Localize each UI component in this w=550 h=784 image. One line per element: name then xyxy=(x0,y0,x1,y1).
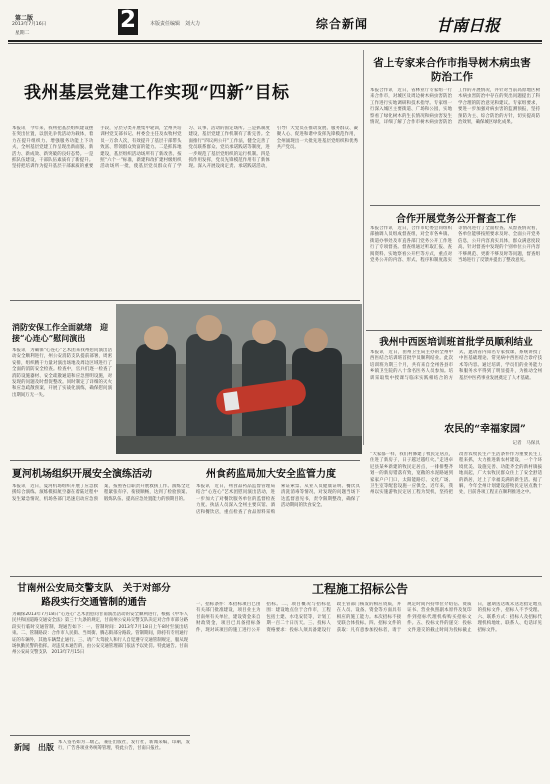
notice-headline: 工程施工招标公告 xyxy=(311,582,408,596)
food-headline: 州食药监局加大安全监管力度 xyxy=(206,469,336,480)
masthead-rule xyxy=(8,40,542,42)
column-divider xyxy=(363,50,364,445)
training-body: 本报讯 近日，由州卫生局主办的全州中西医结合培训班首批学员顺利结业。此次培训班为期三个月，共有来自全州各县市乡镇卫生院的八十余名医务人员参加。培训采取集中授课与临床实践相结合的方式，邀请省内知名专家授课，系统讲授了中医基础理论、常见病中西医结合诊疗技术等内容。通过培训，学员们的业务能力和服务水平得到了明显提升，为推动全州基层中医药事业发展奠定了人才基础。 xyxy=(370,350,542,381)
masthead-rule-thin xyxy=(8,43,542,44)
sidebar-text: 本人签名如为二级乙，兼任出版社，发行社，新闻采编，印刷，发行，广告各项业务统筹管理，特此公告，甘南日报社。 xyxy=(58,740,190,752)
experts-headline: 省上专家来合作市指导树木病虫害防治工作 xyxy=(373,57,531,83)
lead-body: 本报讯 今年来，我州把基层组织建设摆在突出位置，以创先争优活动为载体，着力在提升组织力、增强服务功能上下功夫，全州基层党建工作呈现出新面貌、新活力、新成效、新突破的良好态势。一是抓队伍建设，干部队伍素质有了新提升。坚持把培训作为提升基层干部素质的重要手段，分层分类开展集中轮训，全州共培训村党支部书记、村委会主任及农牧村党员一万余人次，有效提升了基层干部带头致富、带领群众致富的能力。二是抓阵地建设，基层组织活动场所有了新改善。按照“六个一”标准，新建和改扩建村级组织活动场所一批，使基层党员群众有了学习、议事、活动的固定场所。三是抓制度建设，基层党建工作机制有了新完善。全面推行“四议两公开”工作法，健全完善了党员联系群众、党员承诺践诺等制度，进一步规范了基层党组织的运行机制。四是抓作用发挥，党员先锋模范作用有了新体现。深入开展设岗定责、承诺践诺活动，引导广大党员在推动发展、服务群众、凝聚人心、促进和谐中发挥先锋模范作用，全州涌现出一大批先进基层党组织和优秀共产党员。 xyxy=(12,126,358,170)
farmer-byline: 记者 马保具 xyxy=(512,441,540,446)
lead-headline: 我州基层党建工作实现“四新”目标 xyxy=(24,83,290,103)
issue-weekday: 星期二 xyxy=(15,31,30,36)
divider xyxy=(370,205,540,206)
divider xyxy=(366,330,542,331)
food-body: 本报讯 近日，州食品药品监督管理局结合“心连心”艺术团慰问演出活动，进一步加大了对餐饮服务单位的监督检查力度。执法人员深入全州主要宾馆、酒店和餐饮店，重点检查了食品原料采购索证索票、从业人员健康证明、餐饮具清洗消毒等情况，对发现的问题当场下达监督意见书，责令限期整改，确保了活动期间的饮食安全。 xyxy=(196,484,360,515)
traffic-headline: 甘南州公安局交警支队 关于对部分路段实行交通管制的通告 xyxy=(17,583,171,608)
farmer-headline: 农民的“幸福家园” xyxy=(444,424,526,435)
page-label: 第二版 xyxy=(15,15,34,22)
sidebar-label: 新闻 出版 xyxy=(14,743,54,752)
training-headline: 我州中西医培训班首批学员顺利结业 xyxy=(379,337,533,348)
fire-body: 本报讯 为确保“心连心”艺术团来我州慰问演出活动安全顺利进行，州公安消防支队提前部署，周密安排，组织精干力量对演出场地及周边区域进行了全面的消防安全检查。检查中，官兵们逐一检查了消防设施器材、安全疏散通道和应急照明设施，对发现的问题及时督促整改。同时制定了详细的灭火和应急疏散预案，开展了实战化演练，确保慰问演出期间万无一失。 xyxy=(12,348,112,398)
notice-body: 一、招标条件：本招标项目已由有关部门批准建设，项目业主为甘南州有关单位，建设资金来自财政资金，项目已具备招标条件，现对该项目的施工进行公开招标。二、项目概况与招标范围：建设地点位于合作市，工程包括土建、水电安装等，计划工期一百二十日历天。三、投标人资格要求：投标人须具备建设行政主管部门核发的相应资质，并在人员、设备、资金等方面具有相应的施工能力。本次招标不接受联合体投标。四、招标文件的获取：凡有意参加投标者，请于规定时间内持单位介绍信、资质证书、营业执照副本原件及复印件到招标代理机构购买招标文件。五、投标文件的递交：投标文件递交的截止时间为投标截止日，逾期送达或未送达指定地点的投标文件，招标人不予受理。六、联系方式：招标人及招标代理机构地址、联系人、电话详见招标文件。 xyxy=(196,602,542,633)
experts-body: 本报合作讯 近日，省林业厅专家组一行来合作市，对城区及周边树木病虫害防治工作进行实地调研和技术指导。专家组一行深入城区主要街道、广场和公园，实地察看了绿化树木的生长情况和病虫害发生情况，详细了解了合作市树木病虫害防治工作的开展情况，并针对当前高原地区树木病虫害防治中存在的突出问题提出了科学合理的防治意见和建议。专家组要求，要进一步加强对病虫害的监测预报，坚持预防为主、综合防治的方针，切实提高防治效果，确保城区绿化成果。 xyxy=(370,88,540,126)
hezuo-body: 本报合作讯 近日，合作市纪委会同组织部抽调人员组成督查组，对全市各乡镇、街道办事处及市直各部门党务公开工作进行了专项督查。督查组通过听取汇报、查阅资料、实地察看公开栏等方式，重点对党务公开的内容、形式、程序和制度落实等情况进行了全面检查。从督查情况看，各单位能够按照要求及时、全面公开党务信息，公开内容真实具体，群众满意度较高。针对督查中发现的个别单位公开内容不够规范、更新不够及时等问题，督查组当场进行了反馈并提出了整改意见。 xyxy=(370,226,540,264)
editors-line: 本版责任编辑 刘大力 xyxy=(150,21,201,27)
page-number: 2 xyxy=(119,7,136,33)
photo-firefighters xyxy=(116,304,362,454)
divider xyxy=(10,300,360,301)
xiahe-headline: 夏河机场组织开展安全演练活动 xyxy=(12,469,152,480)
page-number-badge xyxy=(118,9,138,35)
traffic-body: 为确保2013年7月18日“心连心”艺术团慰问甘南演出活动的安全顺利进行，根据《中华人民共和国道路交通安全法》第三十九条的规定，甘南州公安局交警支队决定对合作市部分路段实行临时交通管制，现通告如下：一、管制时间：2013年7月18日上午8时至演出结束。二、管制路段：合作市人民街、当周街、腾志街部分路段。管制期间，除持有专用通行证的车辆外，其他车辆禁止通行。三、请广大驾驶人和行人自觉遵守交通管制规定，服从现场执勤民警的指挥。对违反本通告的，由公安交通管理部门依法予以处罚。特此通告。甘南州公安局交警支队 2013年7月15日 xyxy=(12,612,188,656)
xiahe-body: 本报讯 近日，夏河机场组织开展了应急救援综合演练。演练模拟航空器在着陆过程中发生紧急情况，机场各部门迅速启动应急预案，按照各自职责开展救援工作。演练全过程紧张有序、衔接顺畅，达到了检验预案、锻炼队伍、提高应急处置能力的预期目的。 xyxy=(12,484,190,502)
divider xyxy=(10,735,190,736)
paper-name: 甘南日报 xyxy=(436,16,501,35)
issue-date: 2013年7月16日 xyxy=(12,22,47,27)
farmer-body: “大家都一样，我们村修建了牧民定居点，住进了新房子，日子越过越红火。”走进卓尼县某乡新建的牧民定居点，一排排整齐划一的新房错落有致，宽敞的水泥路通到家家户户门口，太阳能路灯、文化广场、卫生室等配套设施一应俱全。近年来，我州以实施游牧民定居工程为契机，坚持把改善农牧民生产生活条件作为重要民生工程来抓，大力推进新农村建设，一个个环境优美、设施完善、功能齐全的新村镇拔地而起，广大农牧民群众住上了安全舒适的新居，过上了幸福美满的新生活。据了解，今年全州计划建设游牧民定居点数十处，目前各项工程正在顺利推进之中。 xyxy=(370,452,542,496)
divider xyxy=(10,576,542,577)
firefighters-illustration xyxy=(116,304,362,454)
section-title: 综合新闻 xyxy=(316,17,369,31)
hezuo-headline: 合作开展党务公开督查工作 xyxy=(396,214,516,225)
masthead xyxy=(0,0,550,46)
divider xyxy=(10,460,360,461)
fire-headline: 消防安保工作全面就绪 迎接“心连心”慰问演出 xyxy=(12,322,108,343)
